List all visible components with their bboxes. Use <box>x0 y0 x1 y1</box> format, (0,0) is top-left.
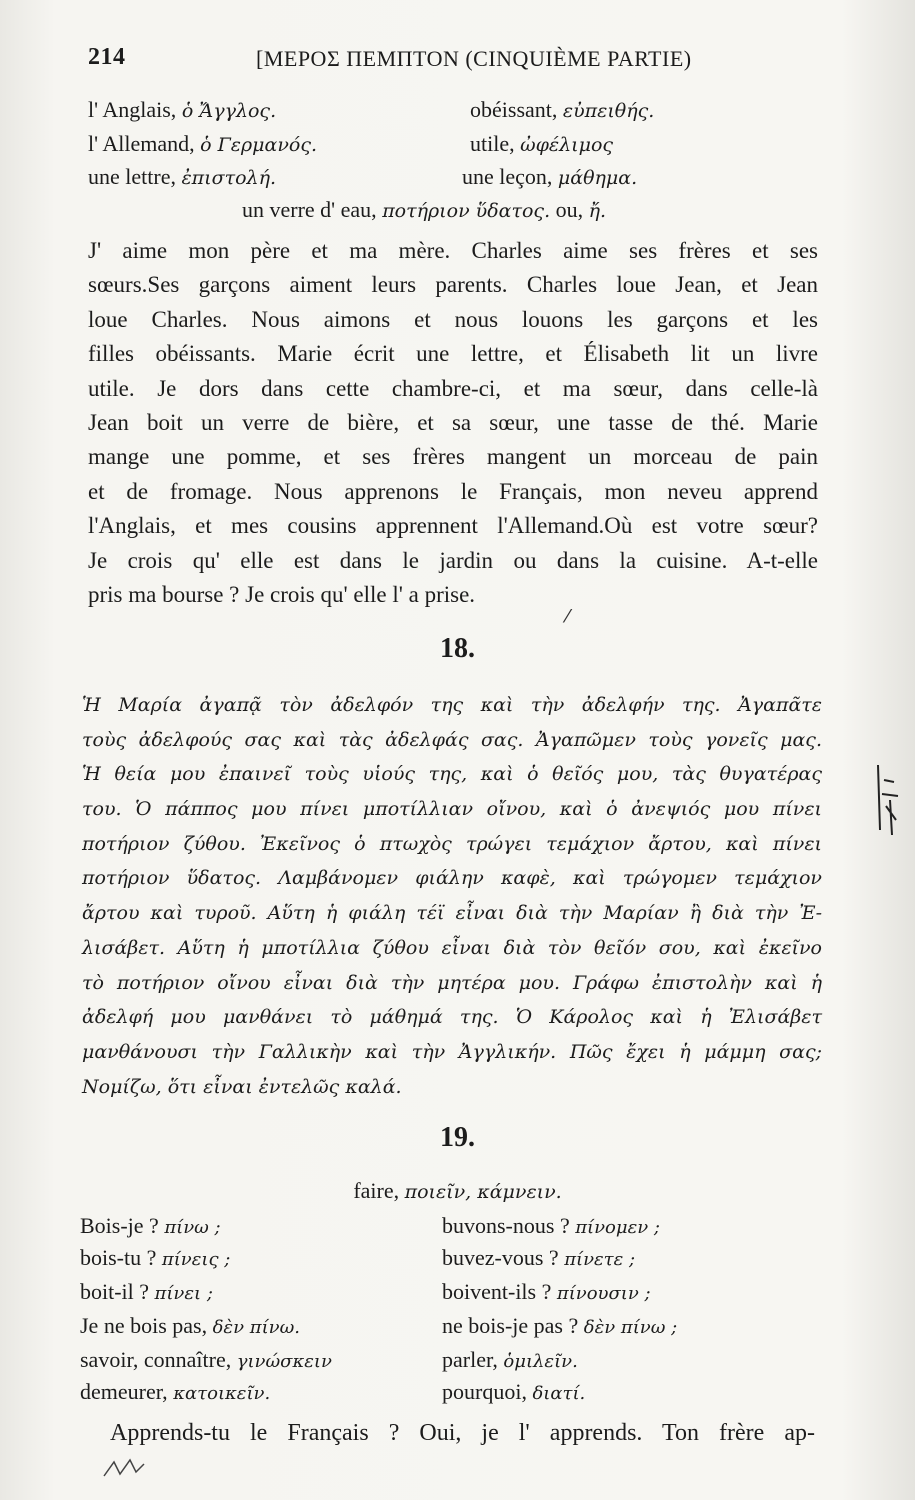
conjugation-entry: ne bois-je pas ? δὲν πίνω ; <box>442 1313 678 1338</box>
text-line: mange une pomme, et ses frères mangent un morceau de pain <box>88 444 818 470</box>
verb-heading: faire, ποιεῖν, κάμνειν. <box>353 1178 562 1203</box>
margin-scribble <box>868 760 908 840</box>
text-line: Ἡ Μαρία ἀγαπᾷ τὸν ἀδελφόν της καὶ τὴν ἀδελφήν της. Ἀγαπᾶτε <box>82 694 822 716</box>
conjugation-entry: demeurer, κατοικεῖν. <box>80 1379 271 1404</box>
conjugation-entry: savoir, connaître, γινώσκειν <box>80 1347 332 1372</box>
text-line: et de fromage. Nous apprenons le Français, mon neveu apprend <box>88 478 818 504</box>
french-exercise-paragraph <box>88 234 818 612</box>
vocab-entry: un verre d' eau, ποτήριον ὕδατος. ou, ἤ. <box>242 197 607 222</box>
conjugation-entry: boit-il ? πίνει ; <box>80 1279 213 1304</box>
text-line: Ἡ θεία μου ἐπαινεῖ τοὺς υἱούς της, καὶ ὁ θεῖός μου, τὰς θυγατέρας <box>82 763 822 786</box>
text-line: Je crois qu' elle est dans le jardin ou dans la cuisine. A-t-elle <box>88 547 818 573</box>
vocab-entry: obéissant, εὐπειθής. <box>470 97 655 122</box>
vocab-entry: une leçon, μάθημα. <box>462 164 638 189</box>
page-number: 214 <box>88 44 126 70</box>
vocab-entry: l' Anglais, ὁ Ἄγγλος. <box>88 97 277 122</box>
bottom-scribble <box>100 1452 160 1482</box>
running-header <box>88 44 828 84</box>
conjugation-entry: boivent-ils ? πίνουσιν ; <box>442 1279 651 1304</box>
text-line: μανθάνουσι τὴν Γαλλικὴν καὶ τὴν Ἀγγλικήν. Πῶς ἔχει ἡ μάμμη σας; <box>82 1040 822 1063</box>
greek-exercise-paragraph <box>82 688 822 1104</box>
conjugation-entry: buvons-nous ? πίνομεν ; <box>442 1213 660 1238</box>
text-line: ποτήριον ζύθου. Ἐκεῖνος ὁ πτωχὸς τρώγει τεμάχιον ἄρτου, καὶ πίνει <box>82 832 822 855</box>
text-line: utile. Je dors dans cette chambre-ci, et ma sœur, dans celle-là <box>88 375 818 401</box>
text-line: l'Anglais, et mes cousins apprennent l'Allemand.Où est votre sœur? <box>88 513 818 539</box>
conjugation-entry: Je ne bois pas, δὲν πίνω. <box>80 1313 300 1338</box>
text-line: loue Charles. Nous aimons et nous louons les garçons et les <box>88 306 818 332</box>
header-title: [ΜΕΡΟΣ ΠΕΜΠΤΟΝ (CINQUIÈME PARTIE) <box>256 46 692 71</box>
text-line: Jean boit un verre de bière, et sa sœur, une tasse de thé. Marie <box>88 409 818 435</box>
section-number-19: 19. <box>440 1122 475 1153</box>
section-number-18: 18. <box>440 633 475 664</box>
text-line: filles obéissants. Marie écrit une lettre, et Élisabeth lit un livre <box>88 341 818 367</box>
text-line: pris ma bourse ? Je crois qu' elle l' a prise. <box>88 581 476 607</box>
vocab-entry: l' Allemand, ὁ Γερμανός. <box>88 131 318 156</box>
text-line: τοὺς ἀδελφούς σας καὶ τὰς ἀδελφάς σας. Ἀγαπῶμεν τοὺς γονεῖς μας. <box>82 728 822 751</box>
text-line: J' aime mon père et ma mère. Charles aime ses frères et ses <box>88 238 818 263</box>
text-line: ἄρτου καὶ τυροῦ. Αὕτη ἡ φιάλη τέϊ εἶναι διὰ τὴν Μαρίαν ἢ διὰ τὴν Ἐ- <box>82 902 822 925</box>
conjugation-entry: Bois-je ? πίνω ; <box>80 1213 221 1238</box>
conjugation-entry: pourquoi, διατί. <box>442 1379 586 1404</box>
conjugation-entry: buvez-vous ? πίνετε ; <box>442 1245 636 1270</box>
conjugation-entry: bois-tu ? πίνεις ; <box>80 1245 231 1270</box>
vocab-entry: utile, ὠφέλιμος <box>470 131 614 156</box>
text-line: τὸ ποτήριον οἴνου εἶναι διὰ τὴν μητέρα μου. Γράφω ἐπιστολὴν καὶ ἡ <box>82 971 822 994</box>
text-line: ποτήριον ὕδατος. Λαμβάνομεν φιάλην καφὲ, καὶ τρώγομεν τεμάχιον <box>82 867 822 890</box>
pencil-mark: ⁄ <box>566 606 570 627</box>
text-line: λισάβετ. Αὕτη ἡ μποτίλλια ζύθου εἶναι διὰ τὸν θεῖόν σου, καὶ ἐκεῖνο <box>82 936 822 959</box>
conjugation-entry: parler, ὁμιλεῖν. <box>442 1347 578 1372</box>
text-line: ἀδελφή μου μανθάνει τὸ μάθημά της. Ὁ Κάρολος καὶ ἡ Ἐλισάβετ <box>82 1006 822 1029</box>
text-line: sœurs.Ses garçons aiment leurs parents. Charles loue Jean, et Jean <box>88 272 818 298</box>
text-line: Apprends-tu le Français ? Oui, je l' apprends. Ton frère ap- <box>110 1420 815 1446</box>
text-line: Νομίζω, ὅτι εἶναι ἐντελῶς καλά. <box>82 1075 402 1098</box>
vocab-entry: une lettre, ἐπιστολή. <box>88 164 276 189</box>
text-line: του. Ὁ πάππος μου πίνει μποτίλλιαν οἴνου, καὶ ὁ ἀνεψιός μου πίνει <box>82 798 822 821</box>
